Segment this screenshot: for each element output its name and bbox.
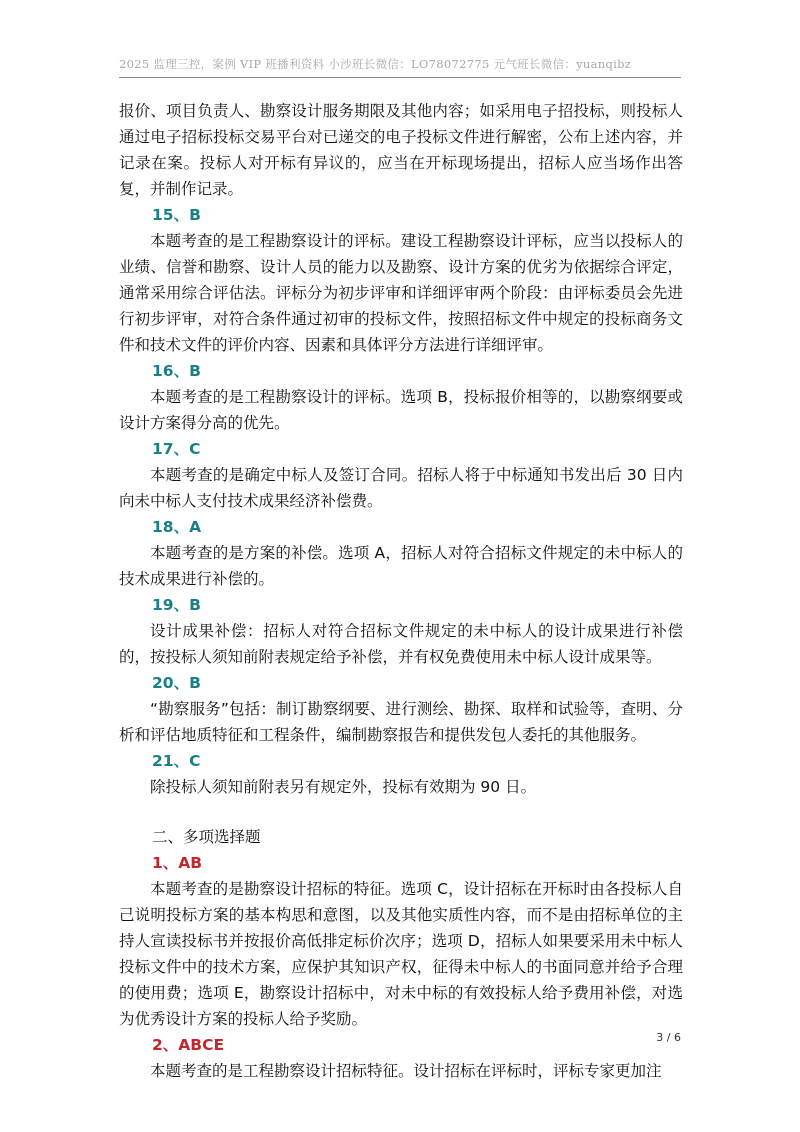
answer-15: 15、B	[152, 206, 201, 224]
answer-multi-1: 1、AB	[152, 854, 203, 872]
explanation-15: 本题考查的是工程勘察设计的评标。建设工程勘察设计评标，应当以投标人的业绩、信誉和勘察、设计人员的能力以及勘察、设计方案的优劣为依据综合评定，通常采用综合评估法。评标分为初步评审和详细评审两个阶段：由评标委员会先进行初步评审，对符合条件通过初审的投标文件，按照招标文件中规定的投标商务文件和技术文件的评价内容、因素和具体评分方法进行详细评审。	[119, 232, 683, 354]
answer-17: 17、C	[152, 440, 201, 458]
answer-16: 16、B	[152, 362, 201, 380]
explanation-20: “勘察服务”包括：制订勘察纲要、进行测绘、勘探、取样和试验等，查明、分析和评估地质特征和工程条件，编制勘察报告和提供发包人委托的其他服务。	[119, 700, 683, 744]
explanation-18: 本题考查的是方案的补偿。选项 A，招标人对符合招标文件规定的未中标人的技术成果进行补偿的。	[119, 544, 683, 588]
explanation-multi-2: 本题考查的是工程勘察设计招标特征。设计招标在评标时，评标专家更加注	[150, 1062, 662, 1080]
page-header: 2025 监理三控，案例 VIP 班播利资料 小沙班长微信：LO78072775 元气班长微信：yuanqibz	[119, 57, 632, 71]
answer-20: 20、B	[152, 674, 201, 692]
header-rule	[119, 77, 681, 78]
explanation-16: 本题考查的是工程勘察设计的评标。选项 B，投标报价相等的，以勘察纲要或设计方案得分高的优先。	[119, 388, 683, 432]
page-content	[119, 98, 683, 1084]
explanation-19: 设计成果补偿：招标人对符合招标文件规定的未中标人的设计成果进行补偿的，按投标人须知前附表规定给予补偿，并有权免费使用未中标人设计成果等。	[119, 622, 683, 666]
explanation-multi-1: 本题考查的是勘察设计招标的特征。选项 C，设计招标在开标时由各投标人自己说明投标方案的基本构思和意图，以及其他实质性内容，而不是由招标单位的主持人宣读投标书并按报价高低排定标价次序；选项 D，招标人如果要采用未中标人投标文件中的技术方案，应保护其知识产权，征得未中标人的书面同意并给予合理的使用费；选项 E，勘察设计招标中，对未中标的有效投标人给予费用补偿，对选为优秀设计方案的投标人给予奖励。	[119, 880, 683, 1028]
answer-21: 21、C	[152, 752, 201, 770]
explanation-21: 除投标人须知前附表另有规定外，投标有效期为 90 日。	[150, 778, 537, 796]
answer-19: 19、B	[152, 596, 201, 614]
explanation-17: 本题考查的是确定中标人及签订合同。招标人将于中标通知书发出后 30 日内向未中标人支付技术成果经济补偿费。	[119, 466, 683, 510]
answer-18: 18、A	[152, 518, 202, 536]
answer-multi-2: 2、ABCE	[152, 1036, 225, 1054]
page-number: 3 / 6	[656, 1031, 681, 1044]
section-gap	[119, 800, 683, 824]
paragraph-continuation: 报价、项目负责人、勘察设计服务期限及其他内容；如采用电子招投标，则投标人通过电子招标投标交易平台对已递交的电子投标文件进行解密，公布上述内容，并记录在案。投标人对开标有异议的，应当在开标现场提出，招标人应当场作出答复，并制作记录。	[119, 102, 683, 198]
section-heading-multiple-choice: 二、多项选择题	[152, 828, 261, 846]
